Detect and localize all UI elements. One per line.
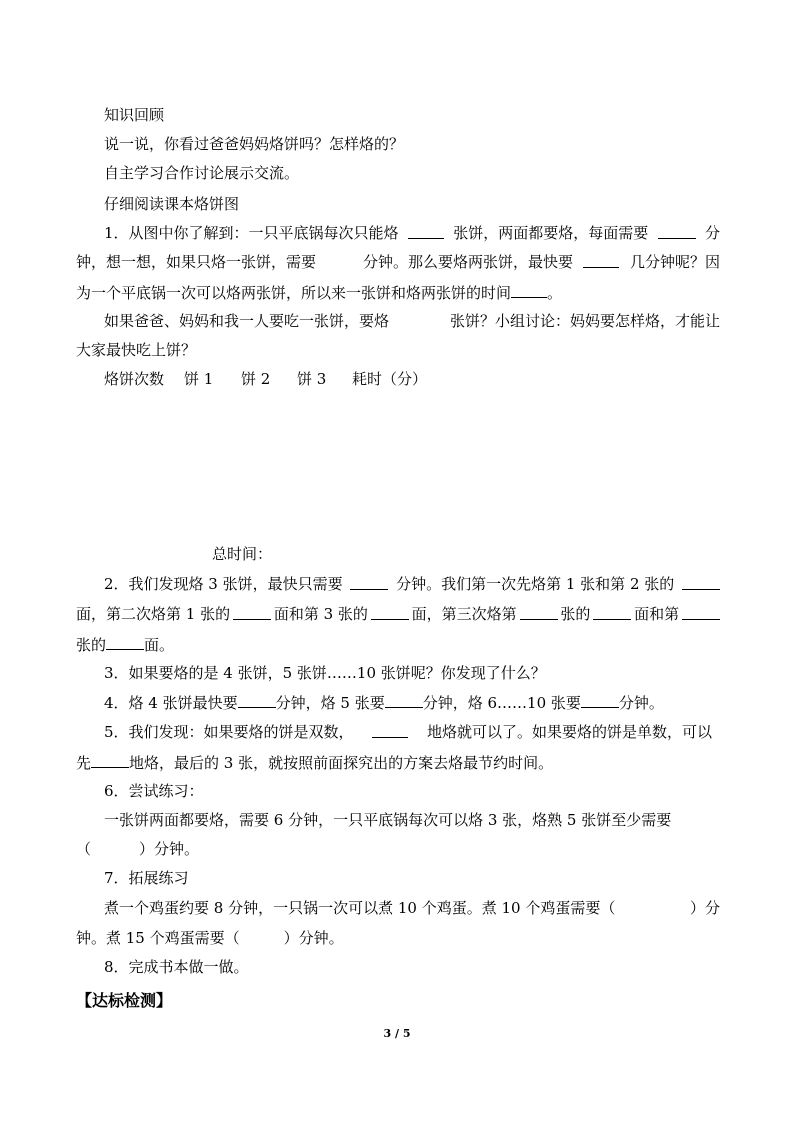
answer-blank[interactable]	[593, 604, 631, 620]
col-time-minutes: 耗时（分）	[352, 370, 428, 388]
text: ）分钟。	[139, 840, 200, 858]
text: 1．从图中你了解到：一只平底锅每次只能烙	[104, 224, 399, 242]
question-1-line-3	[76, 282, 562, 303]
text: 先	[76, 754, 92, 772]
question-3: 3．如果要烙的是 4 张饼，5 张饼……10 张饼呢？你发现了什么？	[104, 664, 546, 682]
reading-instruction: 仔细阅读课本烙饼图	[104, 195, 240, 213]
section-heading-assessment: 【达标检测】	[76, 991, 173, 1010]
answer-blank[interactable]	[91, 752, 129, 768]
question-2-line-2	[76, 604, 720, 624]
text: （	[76, 840, 92, 858]
total-time-label: 总时间：	[212, 545, 273, 563]
text: 分钟，烙 6……10 张要	[422, 694, 581, 712]
text: 钟。煮 15 个鸡蛋需要（	[76, 929, 240, 947]
text: 5．我们发现：如果要烙的饼是双数，	[104, 723, 354, 741]
question-4	[104, 692, 664, 713]
question-7: 7．拓展练习	[104, 869, 189, 887]
question-6: 6．尝试练习：	[104, 782, 204, 800]
col-times: 烙饼次数	[104, 370, 165, 388]
text: 。	[547, 284, 563, 302]
text: 张的	[560, 605, 591, 623]
text: 4．烙 4 张饼最快要	[104, 694, 238, 712]
text: 面，第二次烙第 1 张的	[76, 605, 231, 623]
text: 分钟。那么要烙两张饼，最快要	[362, 253, 573, 271]
question-7-line-1	[104, 898, 720, 918]
text: 张饼？小组讨论：妈妈要怎样烙，才能让	[449, 312, 720, 330]
text: 分	[704, 224, 720, 242]
text: 几分钟呢？因	[629, 253, 720, 271]
question-1-line-1	[104, 223, 720, 243]
text: 钟，想一想，如果只烙一张饼，需要	[76, 253, 317, 271]
family-question-line-1	[104, 311, 720, 331]
text: 地烙，最后的 3 张，就按照前面探究出的方案去烙最节约时间。	[129, 754, 554, 772]
text: 2．我们发现烙 3 张饼，最快只需要	[104, 575, 343, 593]
question-5-line-2	[76, 752, 553, 773]
text: 面和第 3 张的	[273, 605, 368, 623]
answer-blank[interactable]	[581, 692, 619, 708]
text: 为一个平底锅一次可以烙两张饼，所以来一张饼和烙两张饼的时间	[76, 284, 512, 302]
question-6-answer	[76, 839, 199, 859]
answer-blank[interactable]	[408, 223, 444, 239]
answer-blank[interactable]	[350, 574, 388, 590]
answer-blank[interactable]	[583, 252, 619, 268]
question-6-text: 一张饼两面都要烙，需要 6 分钟，一只平底锅每次可以烙 3 张，烙熟 5 张饼至少需要	[104, 811, 672, 829]
text: 分钟，烙 5 张要	[275, 694, 385, 712]
answer-blank[interactable]	[371, 604, 409, 620]
answer-blank[interactable]	[682, 574, 720, 590]
question-1-line-2	[76, 252, 720, 272]
question-8: 8．完成书本做一做。	[104, 958, 249, 976]
section-knowledge-review: 知识回顾	[104, 106, 165, 124]
question-2-line-3	[76, 634, 174, 655]
text: 面。	[144, 636, 175, 654]
text: 面，第三次烙第	[411, 605, 517, 623]
answer-blank[interactable]	[682, 604, 720, 620]
study-method: 自主学习合作讨论展示交流。	[104, 164, 300, 182]
text: 面和第	[634, 605, 680, 623]
answer-blank[interactable]	[385, 692, 423, 708]
answer-blank[interactable]	[238, 692, 276, 708]
answer-blank[interactable]	[372, 722, 408, 738]
answer-blank[interactable]	[511, 282, 547, 298]
text: 张饼，两面都要烙，每面需要	[453, 224, 649, 242]
answer-blank[interactable]	[233, 604, 271, 620]
text: 分钟。	[618, 694, 664, 712]
page-number: 3 / 5	[383, 1027, 411, 1040]
col-pancake-3: 饼 3	[297, 370, 327, 388]
answer-space[interactable]	[409, 311, 431, 331]
text: 煮一个鸡蛋约要 8 分钟，一只锅一次可以煮 10 个鸡蛋。煮 10 个鸡蛋需要（	[104, 899, 616, 917]
text: 地烙就可以了。如果要烙的饼是单数，可以	[426, 723, 712, 741]
text: ）分	[689, 899, 720, 917]
answer-blank[interactable]	[106, 634, 144, 650]
col-pancake-2: 饼 2	[241, 370, 271, 388]
answer-space[interactable]	[327, 252, 353, 272]
text: 如果爸爸、妈妈和我一人要吃一张饼，要烙	[104, 312, 390, 330]
text: ）分钟。	[283, 929, 344, 947]
question-2-line-1	[104, 574, 720, 594]
answer-blank[interactable]	[520, 604, 558, 620]
family-question-line-2: 大家最快吃上饼？	[76, 341, 197, 359]
answer-blank[interactable]	[658, 223, 696, 239]
answer-space[interactable]	[627, 898, 679, 918]
text: 张的	[76, 636, 107, 654]
discussion-prompt: 说一说，你看过爸爸妈妈烙饼吗？怎样烙的？	[104, 135, 405, 153]
col-pancake-1: 饼 1	[184, 370, 214, 388]
question-5-line-1	[104, 722, 712, 742]
text: 分钟。我们第一次先烙第 1 张和第 2 张的	[396, 575, 675, 593]
question-7-line-2	[76, 928, 344, 948]
